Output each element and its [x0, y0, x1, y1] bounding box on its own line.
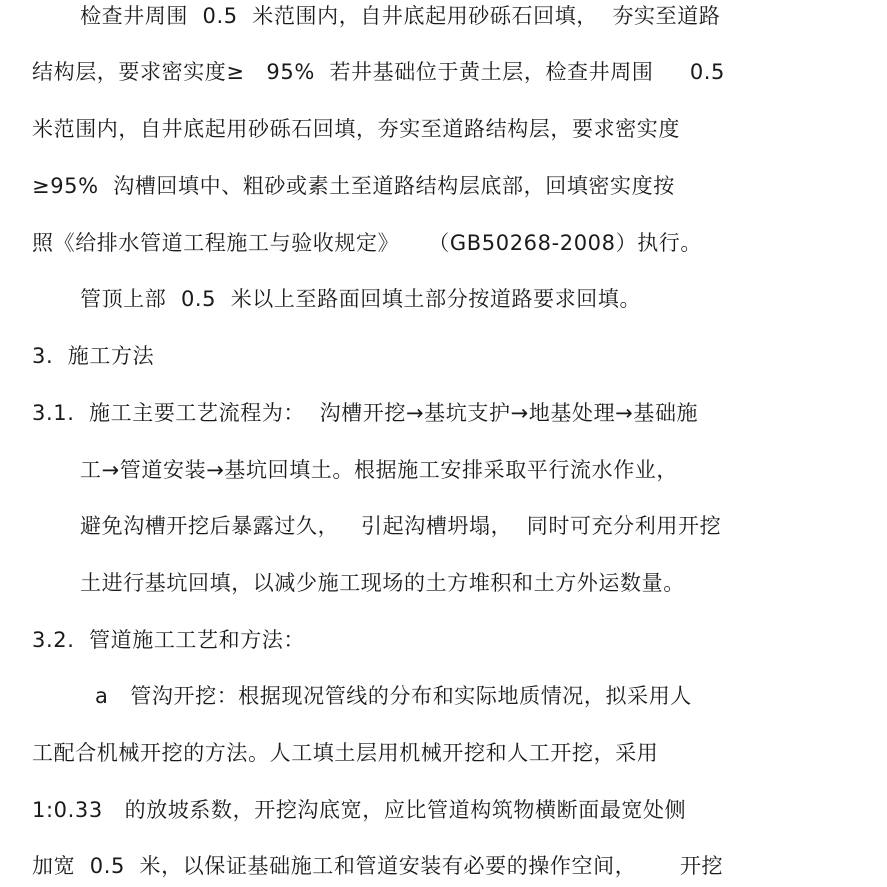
text-line-14: 工配合机械开挖的方法。人工填土层用机械开挖和人工开挖，采用 — [32, 741, 659, 765]
text-line-4: ≥95% 沟槽回填中、粗砂或素土至道路结构层底部，回填密实度按 — [32, 174, 675, 198]
text-line-9: 工→管道安装→基坑回填土。根据施工安排采取平行流水作业， — [80, 458, 678, 482]
text-line-5: 照《给排水管道工程施工与验收规定》 （GB50268-2008）执行。 — [32, 231, 703, 255]
subsection-3-2: 3.2. 管道施工工艺和方法： — [32, 628, 306, 652]
item-a: a 管沟开挖：根据现况管线的分布和实际地质情况，拟采用人 — [95, 684, 692, 708]
text-line-15: 1:0.33 的放坡系数，开挖沟底宽，应比管道构筑物横断面最宽处侧 — [32, 798, 687, 822]
text-line-11: 土进行基坑回填，以减少施工现场的土方堆积和土方外运数量。 — [80, 571, 685, 595]
text-line-3: 米范围内，自井底起用砂砾石回填，夯实至道路结构层，要求密实度 — [32, 117, 680, 141]
text-line-6: 管顶上部 0.5 米以上至路面回填土部分按道路要求回填。 — [80, 287, 642, 311]
text-line-1: 检查井周围 0.5 米范围内，自井底起用砂砾石回填， 夯实至道路 — [80, 4, 721, 28]
subsection-3-1: 3.1. 施工主要工艺流程为： 沟槽开挖→基坑支护→地基处理→基础施 — [32, 401, 699, 425]
section-heading-3: 3. 施工方法 — [32, 344, 155, 368]
text-line-10: 避免沟槽开挖后暴露过久， 引起沟槽坍塌， 同时可充分利用开挖 — [80, 514, 722, 538]
text-line-2: 结构层，要求密实度≥ 95% 若井基础位于黄土层，检查井周围 0.5 — [32, 60, 726, 84]
text-line-16: 加宽 0.5 米，以保证基础施工和管道安装有必要的操作空间， 开挖 — [32, 854, 724, 878]
